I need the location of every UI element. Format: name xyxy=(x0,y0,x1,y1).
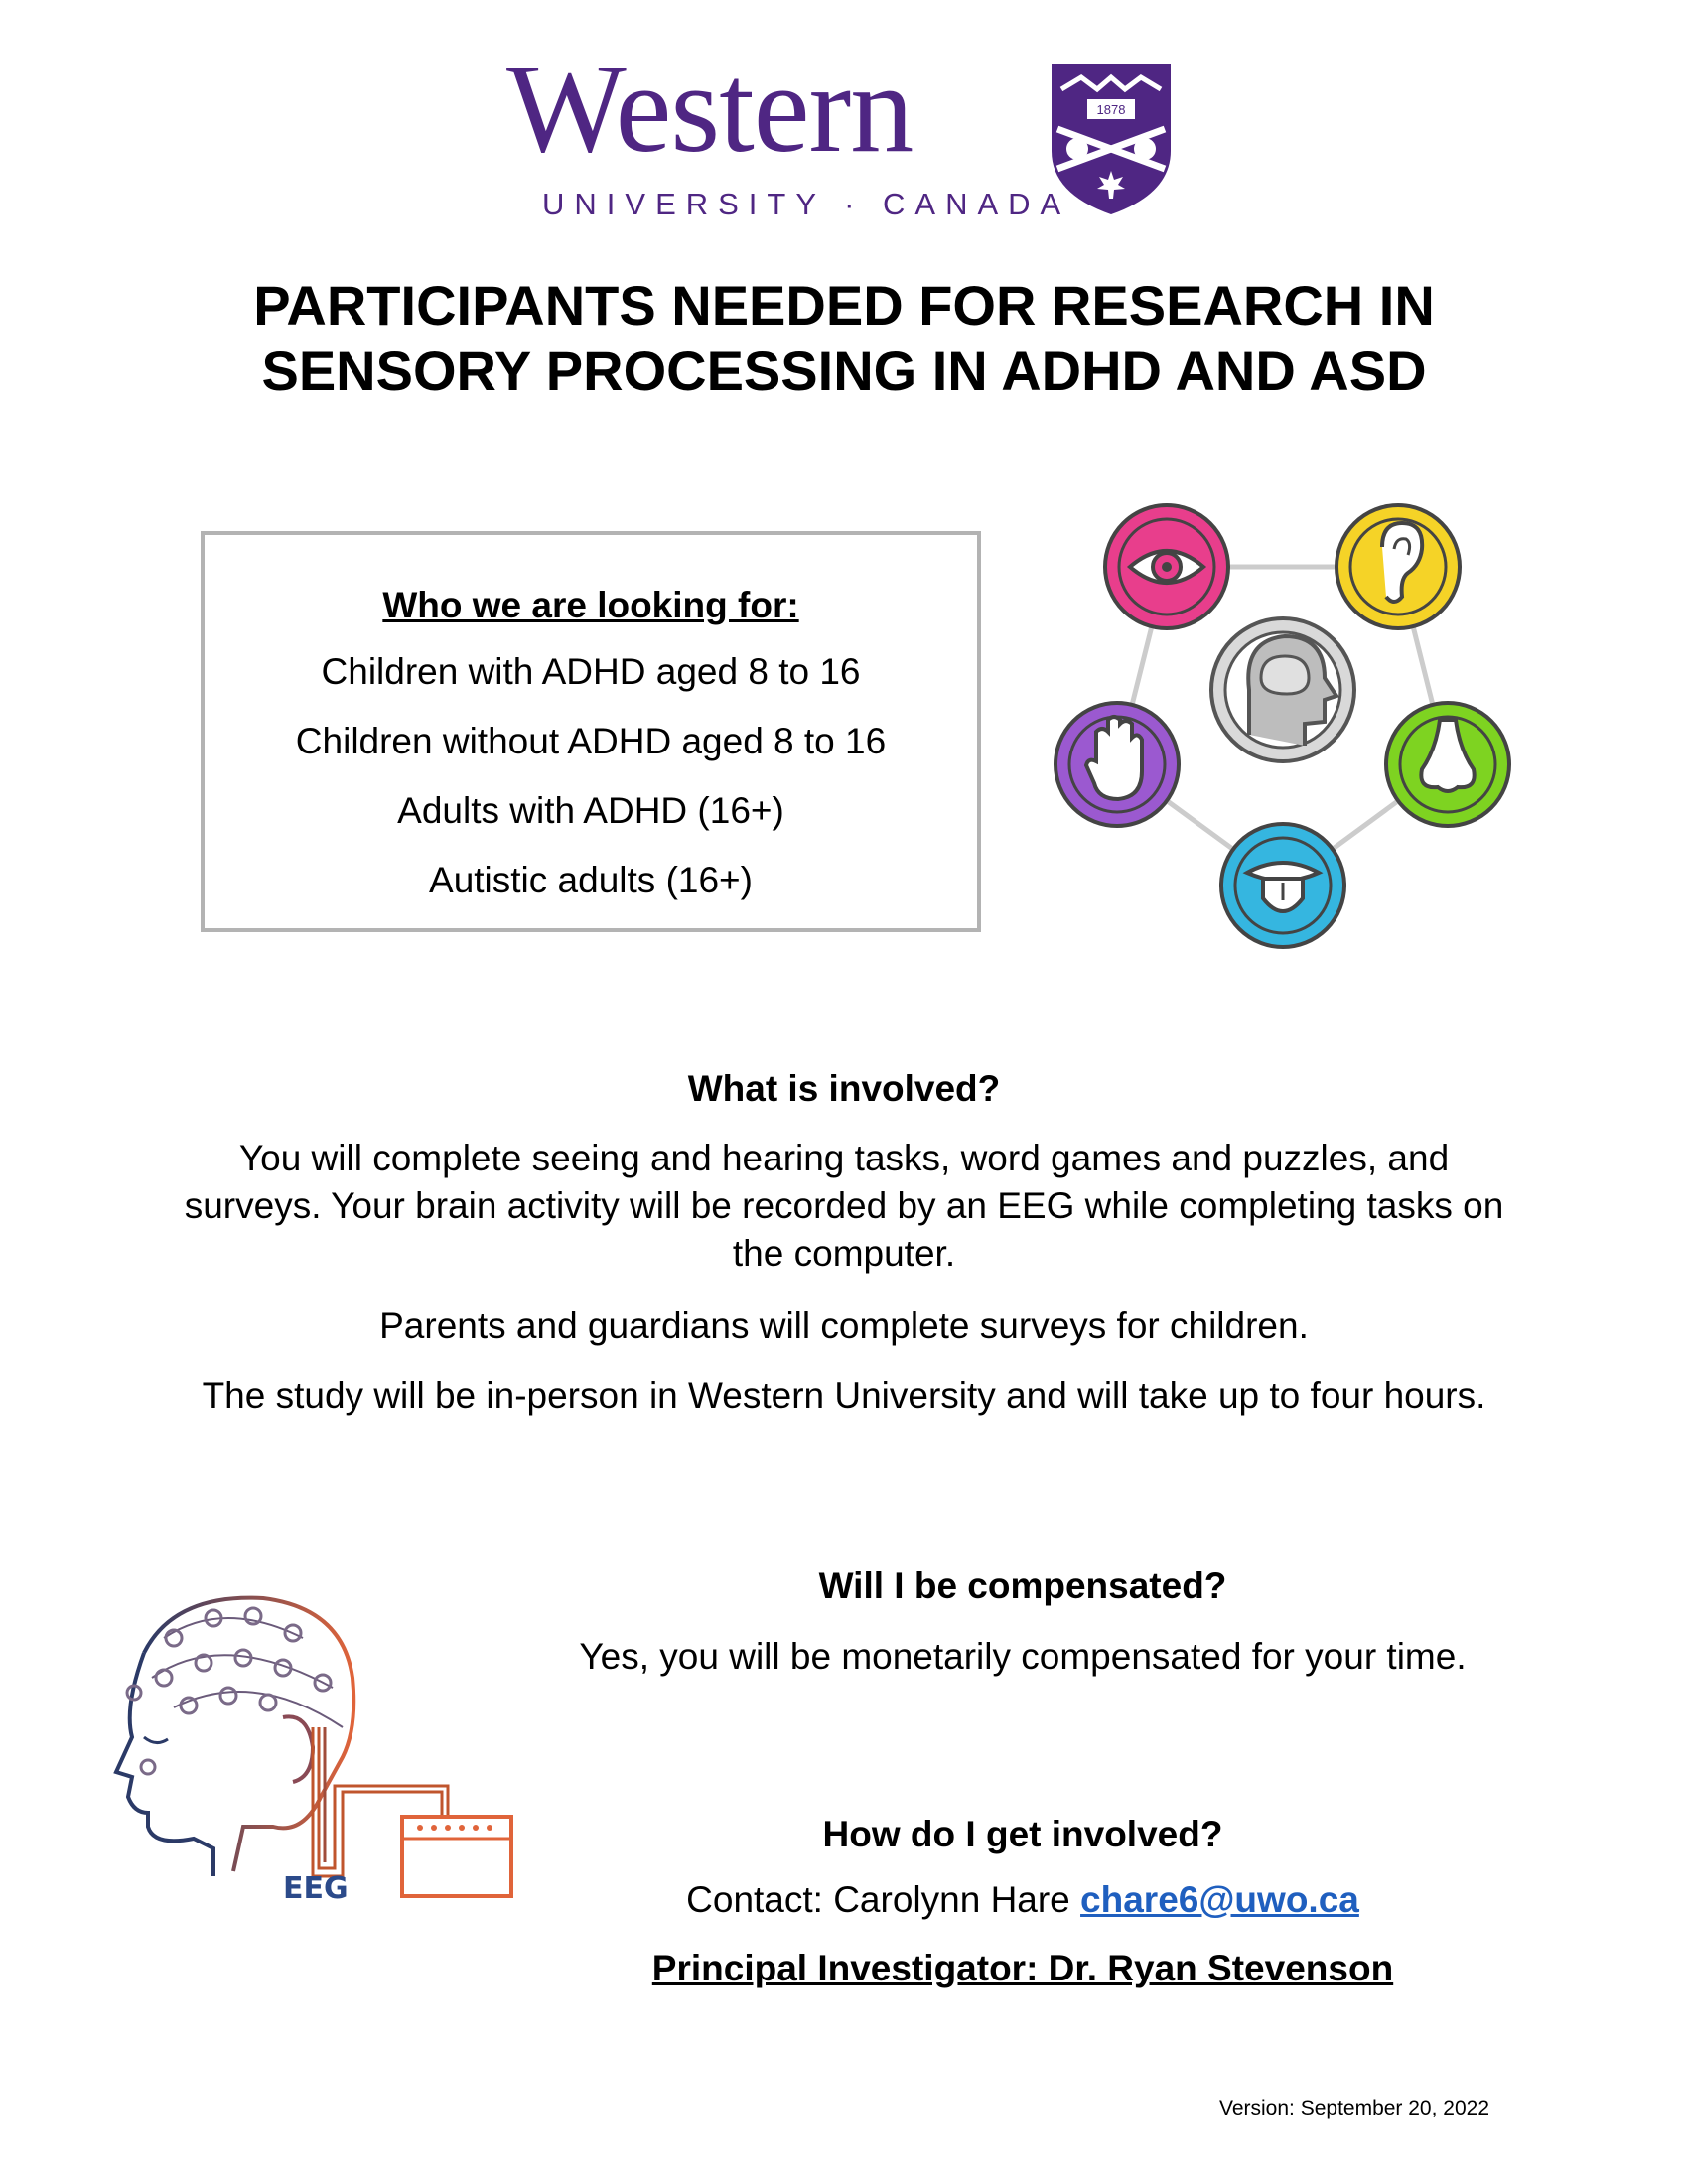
contact-email-link[interactable]: chare6@uwo.ca xyxy=(1080,1879,1359,1920)
involvement-paragraph: The study will be in-person in Western University and will take up to four hours. xyxy=(202,1375,1486,1416)
eligibility-heading: Who we are looking for: xyxy=(382,585,799,625)
compensation-text: Yes, you will be monetarily compensated for your time. xyxy=(579,1636,1467,1677)
brain-head-icon xyxy=(1211,618,1354,761)
involvement-paragraph: You will complete seeing and hearing tasks, word games and puzzles, and surveys. Your brain activity will be recorded by an EEG while completing tasks on the computer. xyxy=(184,1138,1504,1274)
version-date: Version: September 20, 2022 xyxy=(1218,2097,1489,2119)
five-senses-graphic xyxy=(993,452,1569,1018)
crest-icon xyxy=(1048,60,1175,218)
section-heading-contact: How do I get involved? xyxy=(822,1814,1223,1854)
ear-icon xyxy=(1336,505,1460,628)
contact-line xyxy=(556,1879,1489,1921)
eeg-label: EEG xyxy=(283,1871,349,1906)
tongue-icon xyxy=(1221,824,1344,947)
hand-icon xyxy=(1055,703,1179,826)
principal-investigator: Principal Investigator: Dr. Ryan Stevenson xyxy=(651,1948,1394,1988)
eye-icon xyxy=(1105,505,1228,628)
eligibility-item: Children without ADHD aged 8 to 16 xyxy=(295,721,887,761)
section-heading-compensation: Will I be compensated? xyxy=(818,1566,1227,1606)
involvement-paragraph: Parents and guardians will complete surveys for children. xyxy=(379,1305,1309,1346)
nose-icon xyxy=(1386,703,1509,826)
eligibility-item: Adults with ADHD (16+) xyxy=(397,790,784,831)
western-logo xyxy=(506,38,1172,223)
logo-subtitle: UNIVERSITY · CANADA xyxy=(542,187,1071,221)
page-title: PARTICIPANTS NEEDED FOR RESEARCH IN SENSORY PROCESSING IN ADHD AND ASD xyxy=(253,274,1435,402)
contact-name: Contact: Carolynn Hare xyxy=(686,1879,1081,1920)
section-heading-involvement: What is involved? xyxy=(687,1068,1001,1109)
eligibility-item: Autistic adults (16+) xyxy=(429,860,753,900)
crest-year: 1878 xyxy=(1096,102,1126,117)
eeg-illustration xyxy=(104,1578,521,1926)
eligibility-item: Children with ADHD aged 8 to 16 xyxy=(321,651,861,692)
logo-wordmark: Western xyxy=(506,38,914,179)
eligibility-box xyxy=(201,531,981,932)
